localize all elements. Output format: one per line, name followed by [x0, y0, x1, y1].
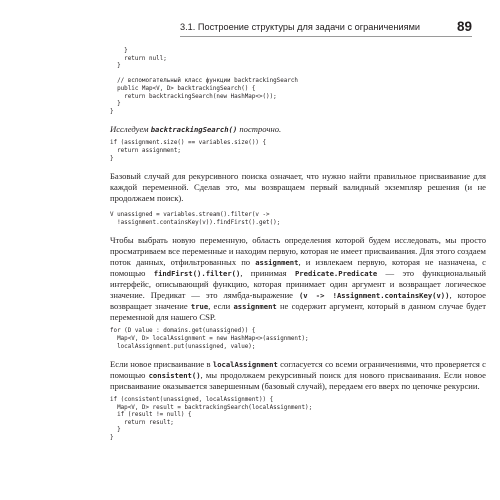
code-listing: for (D value : domains.get(unassigned)) { Map<V, D> localAssignment = new HashMap<>(assignment); localAssignment.put(unassigned, value);: [110, 328, 309, 350]
paragraph-text: , принимая: [240, 268, 295, 279]
code-listing: } return null; } // вспомогательный класс функции backtrackingSearch public Map<V, D> backtrackingSearch() { return backtrackingSearch(new HashMap<>()); } }: [110, 48, 298, 115]
inline-code: true: [190, 302, 209, 312]
paragraph-text: , и извлекаем первую, которая не назначена, с помощью: [110, 257, 486, 279]
inline-code: (v -> !Assignment.containsKey(v)): [298, 291, 450, 301]
page-number: 89: [456, 19, 472, 34]
paragraph-text: , которое возвращает значение: [110, 290, 486, 312]
page-content: [110, 48, 486, 443]
paragraph-text: Чтобы выбрать новую переменную, область определения которой будем исследовать, мы просто просматриваем все переменные и находим первую, которая не имеет присваивания. Для этого создаем поток данных, отфильтрованных по: [110, 235, 486, 268]
inline-code: backtrackingSearch(): [150, 125, 238, 135]
paragraph: [110, 235, 486, 323]
paragraph: Базовый случай для рекурсивного поиска означает, что нужно найти правильное присваивание для каждой переменной. Сделав это, мы возвращаем первый валидный экземпляр решения (и не продолжаем поиск).: [110, 171, 486, 204]
inline-code: findFirst().filter(): [153, 269, 241, 279]
paragraph-text: Исследуем: [110, 124, 151, 135]
inline-code: consistent(): [148, 371, 201, 381]
paragraph-text: построчно.: [237, 124, 282, 135]
header-rule: [180, 36, 472, 37]
code-listing: if (consistent(unassigned, localAssignment)) { Map<V, D> result = backtrackingSearch(localAssignment); if (result != null) { return result; } }: [110, 397, 313, 442]
inline-code: localAssignment: [212, 360, 278, 370]
paragraph-text: , если: [208, 301, 234, 312]
chapter-section-title: 3.1. Построение структуры для задачи с ограничениями: [180, 22, 421, 32]
inline-code: Predicate.Predicate: [294, 269, 378, 279]
running-head: [180, 20, 472, 36]
paragraph-text: , мы продолжаем рекурсивный поиск для нового присваивания. Если новое присваивание оказывается завершенным (базовый случай), передаем его вверх по цепочке рекурсии.: [110, 370, 486, 392]
code-listing: V unassigned = variables.stream().filter(v -> !assignment.containsKey(v)).findFirst().get();: [110, 212, 281, 226]
inline-code: assignment: [255, 258, 299, 268]
inline-code: assignment: [233, 302, 277, 312]
paragraph-text: не содержит аргумент, который в данном случае будет переменной для нашего CSP.: [110, 301, 486, 323]
paragraph: [110, 359, 486, 392]
paragraph-text: — это функциональный интерфейс, описывающий функцию, которая принимает один аргумент и возвращает логическое значение. Предикат — это лямбда-выражение: [110, 268, 486, 301]
paragraph-text: Если новое присваивание в: [110, 359, 213, 370]
paragraph-text: согласуется со всеми ограничениями, что проверяется с помощью: [110, 359, 486, 381]
code-listing: if (assignment.size() == variables.size()) { return assignment; }: [110, 140, 267, 162]
paragraph: [110, 124, 486, 135]
